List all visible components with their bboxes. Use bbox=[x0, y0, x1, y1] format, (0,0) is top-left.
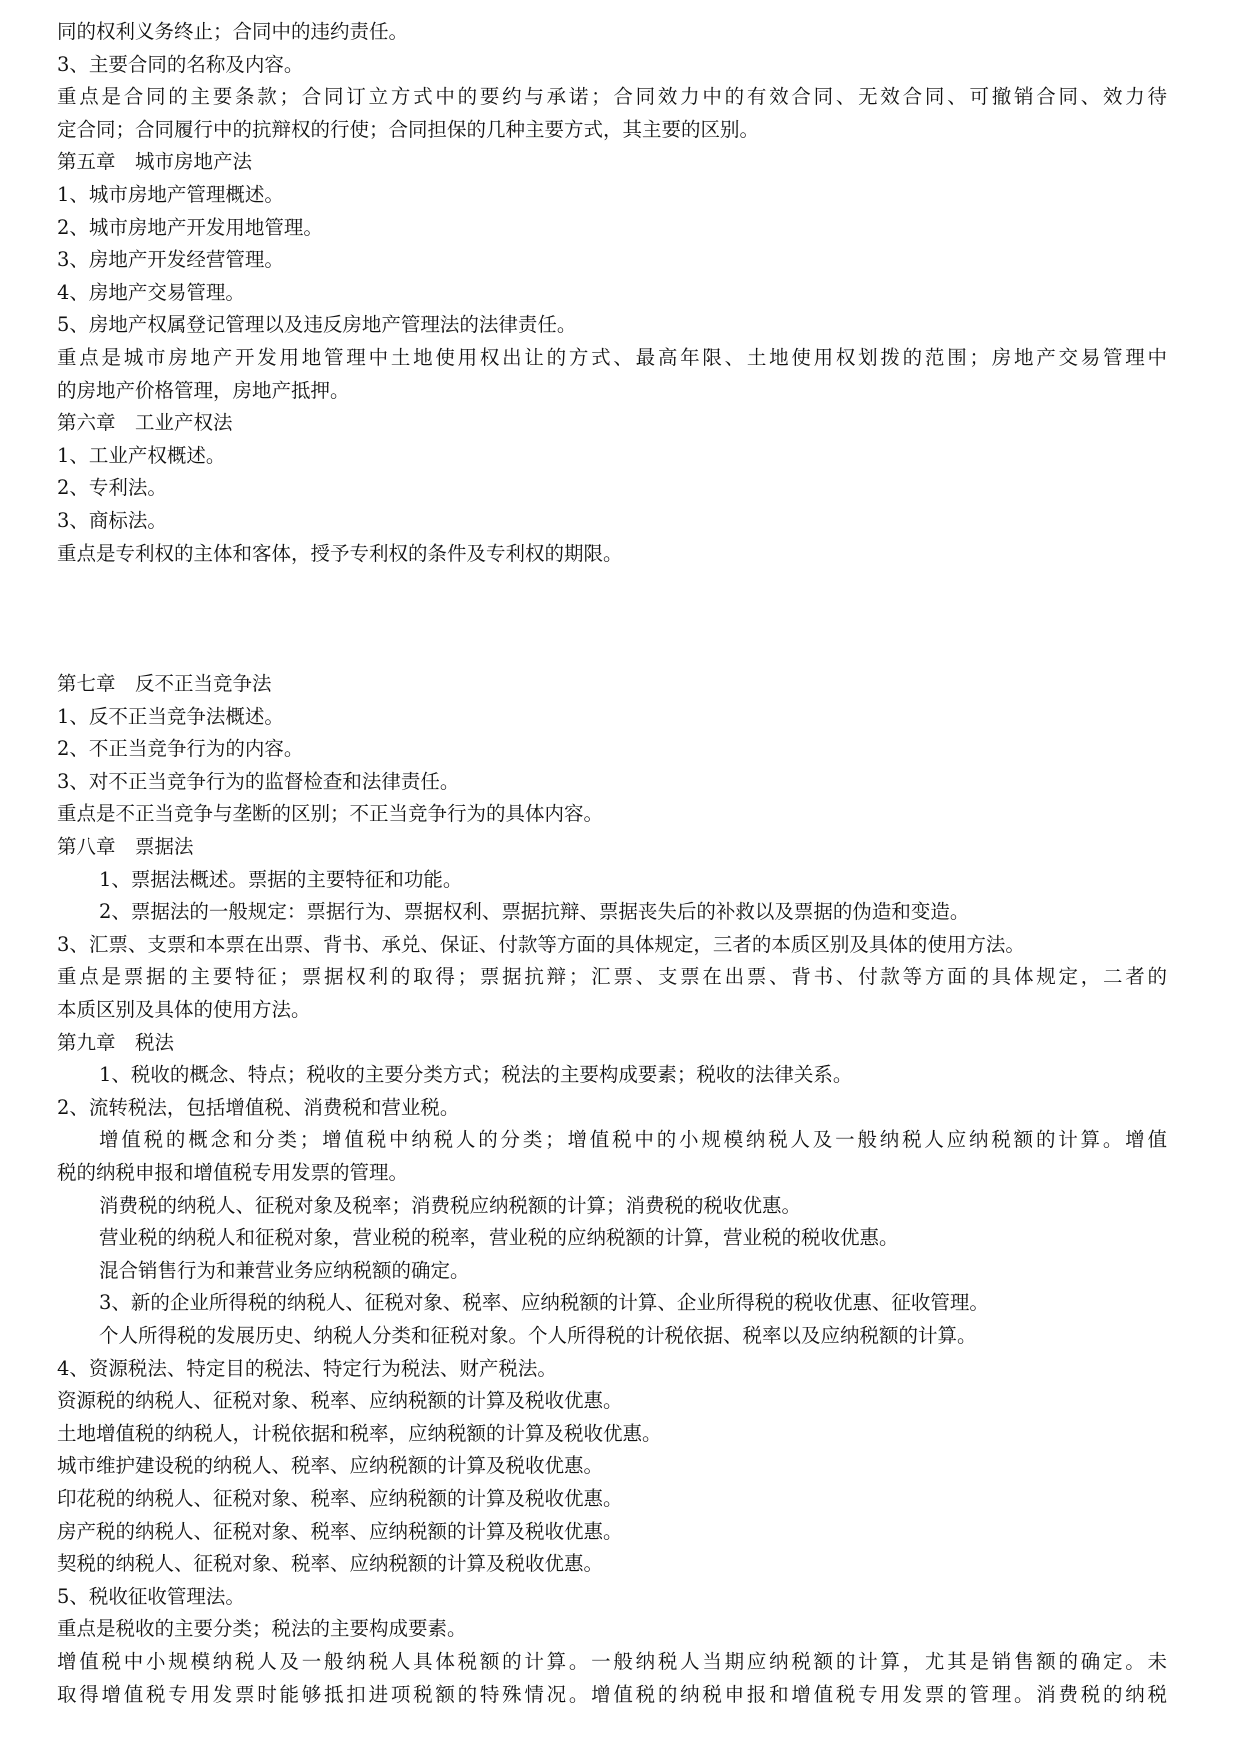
text-line: 2、不正当竞争行为的内容。 bbox=[57, 737, 304, 761]
text-line: 同的权利义务终止；合同中的违约责任。 bbox=[57, 20, 409, 43]
text-line: 城市维护建设税的纳税人、税率、应纳税额的计算及税收优惠。 bbox=[57, 1454, 604, 1478]
text-line: 定合同；合同履行中的抗辩权的行使；合同担保的几种主要方式，其主要的区别。 bbox=[57, 117, 760, 141]
text-line: 5、税收征收管理法。 bbox=[57, 1584, 245, 1608]
text-line: 1、城市房地产管理概述。 bbox=[57, 182, 284, 206]
text-line: 契税的纳税人、征税对象、税率、应纳税额的计算及税收优惠。 bbox=[57, 1552, 604, 1576]
chapter-heading: 第六章 工业产权法 bbox=[57, 411, 233, 435]
text-line: 2、城市房地产开发用地管理。 bbox=[57, 215, 323, 239]
chapter-heading: 第八章 票据法 bbox=[57, 835, 194, 859]
text-line: 个人所得税的发展历史、纳税人分类和征税对象。个人所得税的计税依据、税率以及应纳税额的计算。 bbox=[99, 1323, 977, 1347]
text-line: 重点是专利权的主体和客体，授予专利权的条件及专利权的期限。 bbox=[57, 541, 623, 565]
text-line: 4、房地产交易管理。 bbox=[57, 280, 245, 304]
text-line: 营业税的纳税人和征税对象，营业税的税率，营业税的应纳税额的计算，营业税的税收优惠。 bbox=[99, 1226, 899, 1250]
text-line: 3、对不正当竞争行为的监督检查和法律责任。 bbox=[57, 769, 460, 793]
chapter-heading: 第九章 税法 bbox=[57, 1030, 175, 1054]
text-line: 税的纳税申报和增值税专用发票的管理。 bbox=[57, 1161, 409, 1184]
text-line: 增值税中小规模纳税人及一般纳税人具体税额的计算。一般纳税人当期应纳税额的计算，尤其是销售额的确定。未 bbox=[57, 1649, 1167, 1673]
text-line: 本质区别及具体的使用方法。 bbox=[57, 998, 311, 1022]
chapter-heading: 第七章 反不正当竞争法 bbox=[57, 672, 272, 696]
text-line: 3、汇票、支票和本票在出票、背书、承兑、保证、付款等方面的具体规定，三者的本质区别及具体的使用方法。 bbox=[57, 932, 1025, 956]
text-line: 1、反不正当竞争法概述。 bbox=[57, 704, 284, 728]
text-line: 混合销售行为和兼营业务应纳税额的确定。 bbox=[99, 1258, 470, 1282]
text-line: 4、资源税法、特定目的税法、特定行为税法、财产税法。 bbox=[57, 1356, 557, 1380]
chapter-heading: 第五章 城市房地产法 bbox=[57, 150, 253, 174]
text-line: 5、房地产权属登记管理以及违反房地产管理法的法律责任。 bbox=[57, 313, 577, 337]
text-line: 3、新的企业所得税的纳税人、征税对象、税率、应纳税额的计算、企业所得税的税收优惠、征收管理。 bbox=[99, 1291, 989, 1315]
text-line: 取得增值税专用发票时能够抵扣进项税额的特殊情况。增值税的纳税申报和增值税专用发票的管理。消费税的纳税 bbox=[57, 1682, 1167, 1706]
text-line: 3、主要合同的名称及内容。 bbox=[57, 52, 304, 76]
text-line: 2、流转税法，包括增值税、消费税和营业税。 bbox=[57, 1095, 460, 1119]
text-line: 增值税的概念和分类；增值税中纳税人的分类；增值税中的小规模纳税人及一般纳税人应纳税额的计算。增值 bbox=[99, 1128, 1167, 1152]
text-line: 1、工业产权概述。 bbox=[57, 443, 226, 467]
text-line: 房产税的纳税人、征税对象、税率、应纳税额的计算及税收优惠。 bbox=[57, 1519, 623, 1543]
text-line: 重点是税收的主要分类；税法的主要构成要素。 bbox=[57, 1617, 467, 1641]
text-line: 印花税的纳税人、征税对象、税率、应纳税额的计算及税收优惠。 bbox=[57, 1486, 623, 1510]
text-line: 3、商标法。 bbox=[57, 508, 167, 532]
text-line: 资源税的纳税人、征税对象、税率、应纳税额的计算及税收优惠。 bbox=[57, 1389, 623, 1413]
text-line: 1、票据法概述。票据的主要特征和功能。 bbox=[99, 867, 463, 891]
blank-space bbox=[57, 570, 1167, 668]
text-line: 2、票据法的一般规定：票据行为、票据权利、票据抗辩、票据丧失后的补救以及票据的伪造和变造。 bbox=[99, 900, 970, 924]
text-line: 重点是合同的主要条款；合同订立方式中的要约与承诺；合同效力中的有效合同、无效合同、可撤销合同、效力待 bbox=[57, 85, 1167, 109]
text-line: 消费税的纳税人、征税对象及税率；消费税应纳税额的计算；消费税的税收优惠。 bbox=[99, 1193, 802, 1217]
text-line: 2、专利法。 bbox=[57, 476, 167, 500]
text-line: 1、税收的概念、特点；税收的主要分类方式；税法的主要构成要素；税收的法律关系。 bbox=[99, 1063, 853, 1087]
text-line: 重点是票据的主要特征；票据权利的取得；票据抗辩；汇票、支票在出票、背书、付款等方面的具体规定，二者的 bbox=[57, 965, 1167, 989]
text-line: 3、房地产开发经营管理。 bbox=[57, 248, 284, 272]
text-line: 重点是城市房地产开发用地管理中土地使用权出让的方式、最高年限、土地使用权划拨的范围；房地产交易管理中 bbox=[57, 345, 1167, 369]
text-line: 的房地产价格管理，房地产抵押。 bbox=[57, 378, 350, 402]
text-line: 土地增值税的纳税人，计税依据和税率，应纳税额的计算及税收优惠。 bbox=[57, 1421, 662, 1445]
text-line: 重点是不正当竞争与垄断的区别；不正当竞争行为的具体内容。 bbox=[57, 802, 604, 826]
document-page bbox=[57, 16, 1167, 1711]
